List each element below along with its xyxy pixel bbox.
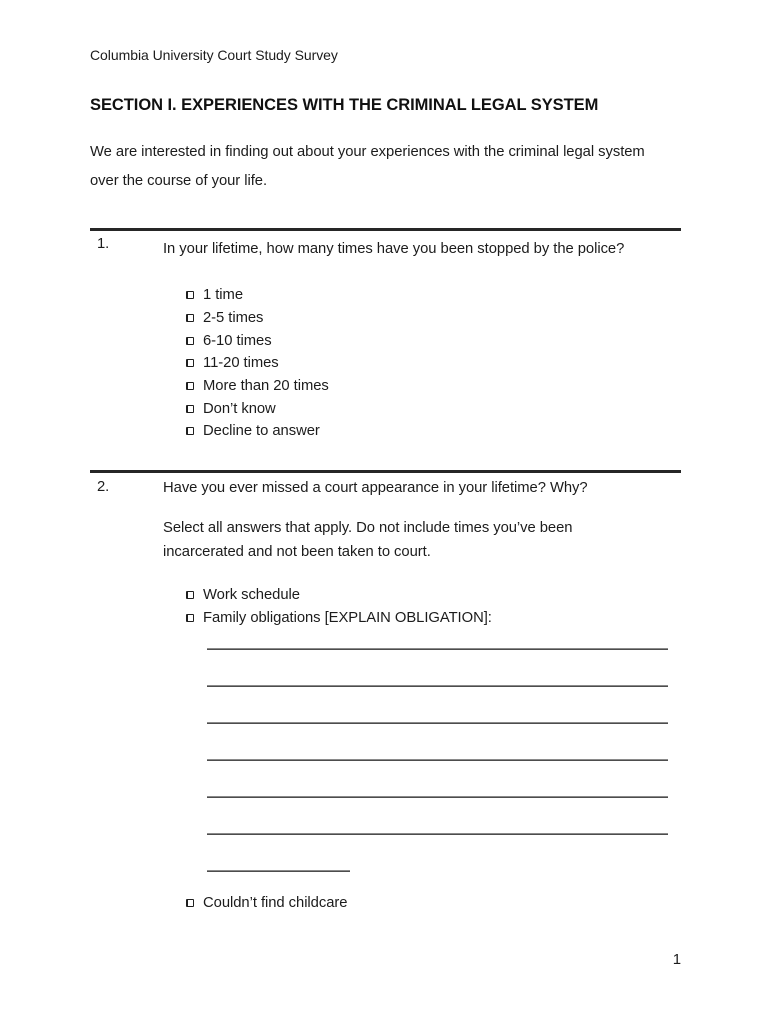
- checkbox-icon[interactable]: [186, 359, 194, 367]
- option-label: Decline to answer: [203, 423, 320, 440]
- option-row: [186, 352, 329, 375]
- instructions-line: Select all answers that apply. Do not include times you’ve been: [163, 520, 573, 536]
- instructions-line: incarcerated and not been taken to court.: [163, 544, 431, 560]
- option-row: [186, 307, 329, 330]
- question-number: 2.: [97, 479, 110, 495]
- option-label: Work schedule: [203, 587, 300, 604]
- question-options: [186, 584, 492, 629]
- intro-line: over the course of your life.: [90, 173, 268, 189]
- question-options: [186, 892, 347, 915]
- write-in-line[interactable]: [207, 759, 668, 761]
- option-row: [186, 420, 329, 443]
- checkbox-icon[interactable]: [186, 337, 194, 345]
- option-label: 2-5 times: [203, 310, 264, 327]
- write-in-line-short[interactable]: [207, 870, 350, 872]
- question-text: Have you ever missed a court appearance in your lifetime? Why?: [163, 480, 588, 496]
- option-label: 6-10 times: [203, 332, 272, 349]
- intro-paragraph: [90, 138, 690, 196]
- page-number: 1: [672, 951, 681, 968]
- checkbox-icon[interactable]: [186, 427, 194, 435]
- checkbox-icon[interactable]: [186, 591, 194, 599]
- checkbox-icon[interactable]: [186, 314, 194, 322]
- option-row: [186, 329, 329, 352]
- option-label: 1 time: [203, 287, 243, 304]
- question-separator: [90, 228, 681, 231]
- option-label: More than 20 times: [203, 378, 329, 395]
- checkbox-icon[interactable]: [186, 614, 194, 622]
- option-label: Family obligations [EXPLAIN OBLIGATION]:: [203, 610, 492, 627]
- question-number: 1.: [97, 236, 110, 252]
- question-text: In your lifetime, how many times have you been stopped by the police?: [163, 241, 625, 257]
- intro-line: We are interested in finding out about your experiences with the criminal legal system: [90, 144, 645, 160]
- write-in-line[interactable]: [207, 722, 668, 724]
- write-in-line[interactable]: [207, 833, 668, 835]
- checkbox-icon[interactable]: [186, 899, 194, 907]
- checkbox-icon[interactable]: [186, 291, 194, 299]
- write-in-line[interactable]: [207, 648, 668, 650]
- option-row: [186, 375, 329, 398]
- question-separator: [90, 470, 681, 473]
- option-row: [186, 607, 492, 630]
- option-row: [186, 284, 329, 307]
- question-options: [186, 284, 329, 443]
- write-in-line[interactable]: [207, 685, 668, 687]
- option-label: 11-20 times: [203, 355, 279, 372]
- write-in-line[interactable]: [207, 796, 668, 798]
- option-label: Couldn’t find childcare: [203, 895, 348, 912]
- option-row: [186, 397, 329, 420]
- option-row: [186, 892, 347, 915]
- option-label: Don’t know: [203, 400, 276, 417]
- document-header: Columbia University Court Study Survey: [90, 47, 338, 63]
- question-instructions: [163, 516, 603, 564]
- option-row: [186, 584, 492, 607]
- checkbox-icon[interactable]: [186, 405, 194, 413]
- checkbox-icon[interactable]: [186, 382, 194, 390]
- section-title: SECTION I. EXPERIENCES WITH THE CRIMINAL LEGAL SYSTEM: [90, 96, 599, 114]
